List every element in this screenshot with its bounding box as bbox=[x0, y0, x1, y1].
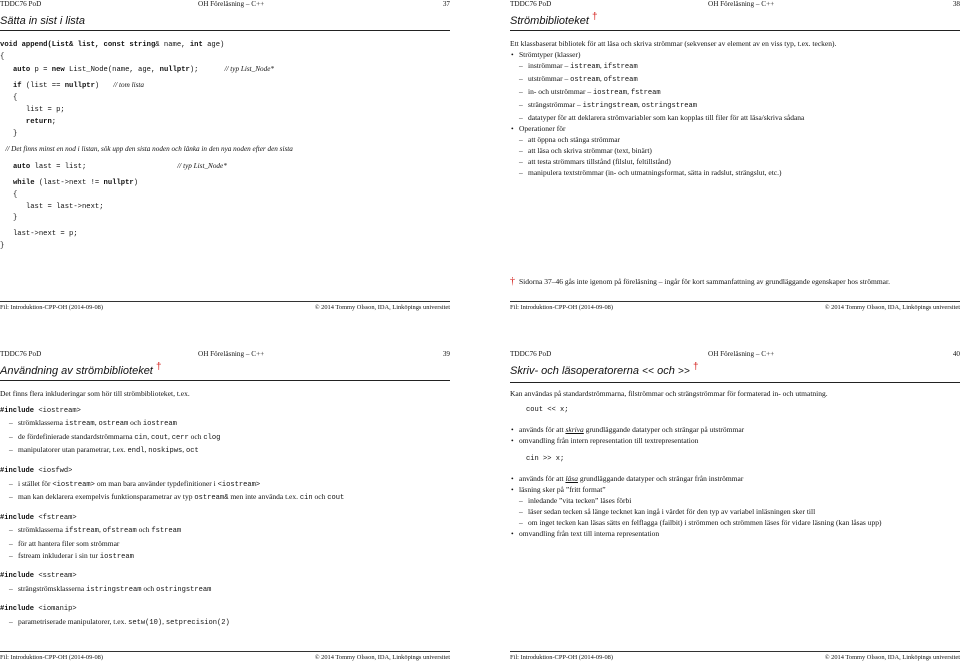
intro-text: Ett klassbaserat bibliotek för att läsa och skriva strömmar (sekvenser av element av en viss typ, t.ex. tecken). bbox=[510, 39, 837, 48]
sub-item: – manipulera textströmmar (in- och utmatningsformat, sätta in radslut, strängslut, etc.) bbox=[510, 167, 960, 178]
intro-text: Kan användas på standardströmmarna, filströmmar och strängströmmar för formaterad in- och utmatning. bbox=[510, 389, 828, 398]
slide-37 bbox=[0, 0, 450, 312]
code-example: cin >> x; bbox=[526, 455, 565, 463]
slide-title bbox=[0, 361, 450, 381]
bullet-item: • läsning sker på ”fritt format” bbox=[510, 484, 960, 495]
slide-title: Skriv- och läsoperatorerna << och >> † bbox=[510, 364, 960, 383]
sub-item: – fstream inkluderar i sin tur iostream bbox=[0, 550, 450, 564]
code-block bbox=[0, 40, 450, 253]
file-info: Fil: Introduktion-CPP-OH (2014-09-08) bbox=[510, 654, 613, 661]
bullet-item: • används för att skriva grundläggande datatyper och strängar på utströmmar bbox=[510, 424, 960, 435]
page-number: 39 bbox=[442, 350, 450, 358]
lecture-name: OH Föreläsning – C++ bbox=[708, 0, 775, 8]
code-comment: // typ List_Node* bbox=[224, 64, 274, 73]
sub-item: – i stället för <iostream> om man bara använder typdefinitioner i <iostream> bbox=[0, 478, 450, 492]
slide-39 bbox=[0, 350, 450, 662]
bullet-item: • omvandling från text till interna representation bbox=[510, 528, 960, 539]
copyright: © 2014 Tommy Olsson, IDA, Linköpings universitet bbox=[824, 654, 960, 661]
code-example: cout << x; bbox=[526, 406, 569, 414]
slide-title-text: Strömbiblioteket bbox=[510, 15, 589, 27]
sub-item: – strömklasserna ifstream, ofstream och fstream bbox=[0, 524, 450, 538]
slide-title bbox=[510, 11, 960, 31]
bullet-item: • Strömtyper (klasser) bbox=[510, 49, 960, 60]
slide-header bbox=[510, 0, 960, 12]
sub-item: – utströmmar – ostream, ofstream bbox=[510, 73, 960, 86]
slide-footer bbox=[0, 651, 450, 662]
code-line: return; bbox=[0, 117, 57, 126]
code-line: last = last->next; bbox=[0, 202, 104, 211]
page-number: 38 bbox=[952, 0, 960, 8]
course-code: TDDC76 PoD bbox=[510, 350, 552, 358]
dagger-mark: † bbox=[510, 276, 515, 287]
copyright: © 2014 Tommy Olsson, IDA, Linköpings universitet bbox=[314, 304, 450, 311]
slide-header bbox=[510, 350, 960, 362]
sub-item: – inledande ”vita tecken” läses förbi bbox=[510, 495, 960, 506]
sub-item: – strängströmmar – istringstream, ostringstream bbox=[510, 99, 960, 112]
course-code: TDDC76 PoD bbox=[0, 350, 42, 358]
code-line: { bbox=[0, 52, 5, 61]
file-info: Fil: Introduktion-CPP-OH (2014-09-08) bbox=[0, 654, 103, 661]
lecture-name: OH Föreläsning – C++ bbox=[198, 350, 265, 358]
code-line: if (list == nullptr) // tom lista bbox=[0, 81, 145, 91]
sub-item: – för att hantera filer som strömmar bbox=[0, 538, 450, 550]
sub-item: – strängströmsklasserna istringstream och ostringstream bbox=[0, 583, 450, 597]
file-info: Fil: Introduktion-CPP-OH (2014-09-08) bbox=[0, 304, 103, 311]
slide-title-text: Användning av strömbiblioteket bbox=[0, 365, 153, 377]
code-line: void append(List& list, const string& name, int age) bbox=[0, 41, 225, 49]
code-line: { bbox=[0, 94, 18, 103]
code-line: last->next = p; bbox=[0, 230, 78, 239]
slide-header bbox=[0, 0, 450, 12]
sub-item: – inströmmar – istream, ifstream bbox=[510, 60, 960, 73]
sub-item: – man kan deklarera exempelvis funktionsparametrar av typ ostream& men inte använda t.ex. cin och cout bbox=[0, 491, 450, 505]
course-code: TDDC76 PoD bbox=[510, 0, 552, 8]
code-comment: // typ List_Node* bbox=[177, 162, 227, 171]
slide-footer bbox=[510, 301, 960, 312]
slide-footer bbox=[510, 651, 960, 662]
slide-body bbox=[0, 388, 450, 630]
sub-item: – datatyper för att deklarera strömvariabler som kan kopplas till filer för att läsa/skriva sådana bbox=[510, 112, 960, 123]
include-line: #include <iosfwd> bbox=[0, 466, 73, 475]
include-line: #include <fstream> bbox=[0, 513, 77, 522]
bullet-item: • omvandling från intern representation till textrepresentation bbox=[510, 435, 960, 446]
footnote bbox=[510, 277, 960, 287]
code-line: { bbox=[0, 190, 18, 199]
intro-text: Det finns flera inkluderingar som hör till strömbiblioteket, t.ex. bbox=[0, 389, 190, 398]
bullet-item: • används för att läsa grundläggande datatyper och strängar från inströmmar bbox=[510, 473, 960, 484]
code-comment: // Det finns minst en nod i listan, sök upp den sista noden och länka in den nya noden efter den sista bbox=[0, 145, 293, 154]
slide-body bbox=[510, 38, 960, 178]
slide-38 bbox=[510, 0, 960, 312]
code-line: auto last = list; // typ List_Node* bbox=[0, 162, 227, 172]
sub-item: – manipulatorer utan parametrar, t.ex. endl, noskipws, oct bbox=[0, 444, 450, 458]
sub-item: – in- och utströmmar – iostream, fstream bbox=[510, 86, 960, 99]
code-line: } bbox=[0, 214, 18, 223]
sub-item: – att öppna och stänga strömmar bbox=[510, 134, 960, 145]
page-number: 37 bbox=[442, 0, 450, 8]
code-line: list = p; bbox=[0, 105, 65, 114]
code-listing bbox=[0, 40, 450, 253]
copyright: © 2014 Tommy Olsson, IDA, Linköpings universitet bbox=[314, 654, 450, 661]
sub-item: – att testa strömmars tillstånd (filslut, feltillstånd) bbox=[510, 156, 960, 167]
bullet-item: • Operationer för bbox=[510, 123, 960, 134]
code-comment: // tom lista bbox=[113, 81, 145, 90]
include-line: #include <iomanip> bbox=[0, 605, 77, 614]
include-line: #include <sstream> bbox=[0, 572, 77, 581]
slide-title bbox=[0, 14, 450, 31]
course-code: TDDC76 PoD bbox=[0, 0, 42, 8]
code-line: } bbox=[0, 129, 18, 138]
dagger-mark: † bbox=[693, 361, 699, 373]
lecture-name: OH Föreläsning – C++ bbox=[708, 350, 775, 358]
sub-item: – att läsa och skriva strömmar (text, binärt) bbox=[510, 145, 960, 156]
slide-header bbox=[0, 350, 450, 362]
sub-item: – om inget tecken kan läsas sätts en felflagga (failbit) i strömmen och strömmen läses för vidare läsning (kan låsas upp) bbox=[510, 517, 960, 528]
slide-40 bbox=[510, 350, 960, 662]
sub-item: – parametriserade manipulatorer, t.ex. setw(10), setprecision(2) bbox=[0, 616, 450, 630]
sub-item: – läser sedan tecken så länge tecknet kan ingå i värdet för den typ av variabel inläsningen sker till bbox=[510, 506, 960, 517]
code-line: while (last->next != nullptr) bbox=[0, 178, 139, 187]
slide-title-text: Sätta in sist i lista bbox=[0, 15, 85, 27]
slide-body bbox=[510, 388, 960, 539]
include-line: #include <iostream> bbox=[0, 406, 81, 415]
dagger-mark: † bbox=[155, 361, 162, 373]
code-line: } bbox=[0, 241, 5, 250]
sub-item: – strömklasserna istream, ostream och iostream bbox=[0, 417, 450, 431]
dagger-mark: † bbox=[591, 11, 598, 23]
lecture-name: OH Föreläsning – C++ bbox=[198, 0, 265, 8]
slide-footer bbox=[0, 301, 450, 312]
copyright: © 2014 Tommy Olsson, IDA, Linköpings universitet bbox=[824, 304, 960, 311]
sub-item: – de fördefinierade standardströmmarna cin, cout, cerr och clog bbox=[0, 431, 450, 445]
footnote-text: Sidorna 37–46 gås inte igenom på föreläsning – ingår för kort sammanfattning av grundläggande egenskaper hos strömmar. bbox=[519, 277, 890, 286]
code-line: auto p = new List_Node(name, age, nullptr); // typ List_Node* bbox=[0, 64, 274, 74]
page-number: 40 bbox=[952, 350, 960, 358]
file-info: Fil: Introduktion-CPP-OH (2014-09-08) bbox=[510, 304, 613, 311]
